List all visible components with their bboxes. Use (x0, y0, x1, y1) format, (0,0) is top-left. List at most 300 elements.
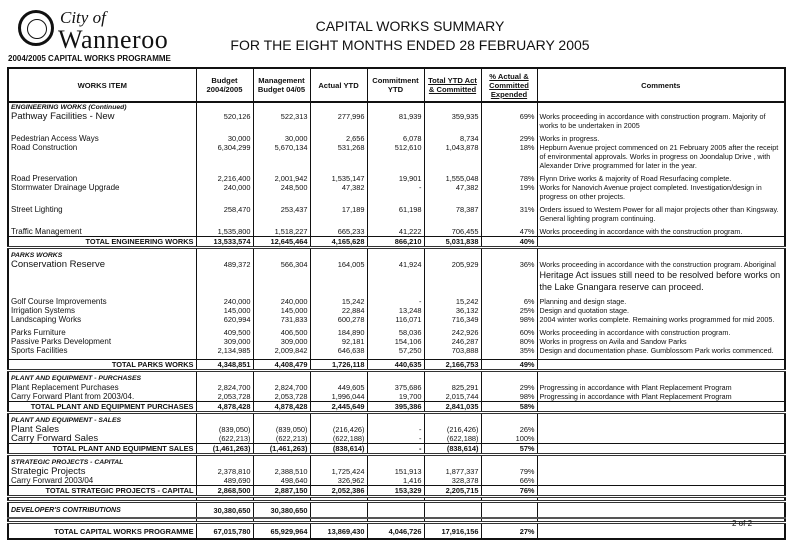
empty-cell (537, 360, 785, 371)
works-item: Stormwater Drainage Upgrade (8, 183, 196, 201)
total-mgmt: 2,887,150 (253, 486, 310, 497)
empty-cell (310, 458, 367, 467)
cell-mgmt: 1,518,227 (253, 227, 310, 237)
grand-total-actual: 13,869,430 (310, 523, 367, 540)
table-row (8, 467, 785, 476)
works-item: Plant Replacement Purchases (8, 383, 196, 392)
empty-cell (481, 458, 537, 467)
cell-commit: 151,913 (367, 467, 424, 476)
section-heading: STRATEGIC PROJECTS - CAPITAL (8, 458, 196, 467)
cell-commit: 41,222 (367, 227, 424, 237)
cell-pct: 60% (481, 328, 537, 337)
cell-total: 716,349 (424, 315, 481, 324)
total-actual: 2,445,649 (310, 402, 367, 413)
total-row (8, 402, 785, 413)
cell-pct: 80% (481, 337, 537, 346)
total-pct: 58% (481, 402, 537, 413)
cell-total: 205,929 (424, 260, 481, 269)
cell-total: (216,426) (424, 425, 481, 434)
table-row (8, 392, 785, 402)
works-item: Sports Facilities (8, 346, 196, 355)
total-actual: (838,614) (310, 444, 367, 455)
cell-mgmt: (622,213) (253, 434, 310, 444)
cell-budget: 30,000 (196, 134, 253, 143)
cell-mgmt: 2,824,700 (253, 383, 310, 392)
section-heading-row (8, 251, 785, 260)
empty-cell (424, 102, 481, 112)
empty-cell (424, 269, 481, 293)
developer-contributions-row (8, 502, 785, 519)
total-label: TOTAL PLANT AND EQUIPMENT PURCHASES (8, 402, 196, 413)
empty-cell (424, 416, 481, 425)
table-row (8, 337, 785, 346)
works-item: Pedestrian Access Ways (8, 134, 196, 143)
comment-cell: Works in progress. (537, 134, 785, 143)
empty-cell (537, 251, 785, 260)
table-row (8, 205, 785, 223)
grand-total-row (8, 523, 785, 540)
empty-cell (310, 374, 367, 383)
grand-total-budget: 67,015,780 (196, 523, 253, 540)
capital-works-table (7, 67, 786, 540)
empty-cell (481, 416, 537, 425)
cell-commit: 154,106 (367, 337, 424, 346)
comment-cell (537, 425, 785, 434)
total-pct: 49% (481, 360, 537, 371)
cell-pct: 36% (481, 260, 537, 269)
cell-actual: 531,268 (310, 143, 367, 170)
cell-mgmt: 5,670,134 (253, 143, 310, 170)
cell-pct: 31% (481, 205, 537, 223)
empty-cell (8, 269, 196, 293)
cell-actual: 164,005 (310, 260, 367, 269)
cell-actual: 184,890 (310, 328, 367, 337)
section-heading: PARKS WORKS (8, 251, 196, 260)
cell-commit: 116,071 (367, 315, 424, 324)
empty-cell (424, 251, 481, 260)
cell-budget: 240,000 (196, 297, 253, 306)
cell-pct: 47% (481, 227, 537, 237)
cell-budget: 145,000 (196, 306, 253, 315)
total-budget: 4,878,428 (196, 402, 253, 413)
comment-cell: Design and documentation phase. Gumblossom Park works commenced. (537, 346, 785, 355)
col-actual-ytd: Actual YTD (310, 68, 367, 102)
cell-mgmt: 498,640 (253, 476, 310, 486)
table-row-continued (8, 269, 785, 293)
total-row (8, 237, 785, 248)
cell-pct: 29% (481, 383, 537, 392)
logo-name-text: Wanneroo (58, 25, 169, 54)
total-actual: 2,052,386 (310, 486, 367, 497)
cell-budget: 620,994 (196, 315, 253, 324)
comment-cell: Progressing in accordance with Plant Replacement Program (537, 383, 785, 392)
cell-commit: - (367, 183, 424, 201)
logo-city-text: City of (60, 8, 106, 27)
city-seal-icon (18, 10, 54, 46)
cell-actual: 277,996 (310, 112, 367, 130)
empty-cell (481, 502, 537, 519)
cell-total: (622,188) (424, 434, 481, 444)
cell-mgmt: (839,050) (253, 425, 310, 434)
comment-cell: Design and quotation stage. (537, 306, 785, 315)
cell-commit: 57,250 (367, 346, 424, 355)
grand-total-total: 17,916,156 (424, 523, 481, 540)
cell-budget: 409,500 (196, 328, 253, 337)
cell-commit: - (367, 425, 424, 434)
works-item: Carry Forward Plant from 2003/04. (8, 392, 196, 402)
total-label: TOTAL PARKS WORKS (8, 360, 196, 371)
table-row (8, 183, 785, 201)
cell-mgmt: 30,000 (253, 134, 310, 143)
cell-pct: 19% (481, 183, 537, 201)
works-item: Plant Sales (8, 425, 196, 434)
cell-pct: 79% (481, 467, 537, 476)
empty-cell (367, 458, 424, 467)
empty-cell (481, 374, 537, 383)
cell-pct: 98% (481, 315, 537, 324)
cell-total: 703,888 (424, 346, 481, 355)
comment-cell: Works proceeding in accordance with construction program. Majority of works to be undertaken in 2005 (537, 112, 785, 130)
cell-pct: 78% (481, 174, 537, 183)
section-heading-row (8, 416, 785, 425)
comment-cell: Works for Nanovich Avenue project completed. Investigation/design in progress on other projects. (537, 183, 785, 201)
empty-cell (537, 458, 785, 467)
empty-cell (537, 102, 785, 112)
empty-cell (196, 458, 253, 467)
cell-mgmt: 2,001,942 (253, 174, 310, 183)
col-total-ytd: Total YTD Act & Committed (424, 68, 481, 102)
works-item: Parks Furniture (8, 328, 196, 337)
empty-cell (481, 269, 537, 293)
col-budget: Budget 2004/2005 (196, 68, 253, 102)
cell-actual: 2,656 (310, 134, 367, 143)
cell-actual: 646,638 (310, 346, 367, 355)
comment-cell: Works proceeding in accordance with construction program. (537, 328, 785, 337)
cell-actual: 449,605 (310, 383, 367, 392)
cell-pct: 26% (481, 425, 537, 434)
cell-commit: 1,416 (367, 476, 424, 486)
empty-cell (537, 502, 785, 519)
empty-cell (367, 502, 424, 519)
works-item: Street Lighting (8, 205, 196, 223)
comment-cell: Progressing in accordance with Plant Replacement Program (537, 392, 785, 402)
total-commit: 440,635 (367, 360, 424, 371)
section-heading-row (8, 102, 785, 112)
cell-commit: 6,078 (367, 134, 424, 143)
cell-budget: (839,050) (196, 425, 253, 434)
cell-commit: 19,901 (367, 174, 424, 183)
empty-cell (537, 416, 785, 425)
empty-cell (481, 251, 537, 260)
cell-actual: (216,426) (310, 425, 367, 434)
cell-total: 246,287 (424, 337, 481, 346)
works-item: Golf Course Improvements (8, 297, 196, 306)
empty-cell (253, 458, 310, 467)
cell-total: 1,555,048 (424, 174, 481, 183)
total-budget: 13,533,574 (196, 237, 253, 248)
total-label: TOTAL PLANT AND EQUIPMENT SALES (8, 444, 196, 455)
cell-actual: 17,189 (310, 205, 367, 223)
cell-total: 706,455 (424, 227, 481, 237)
total-total: 5,031,838 (424, 237, 481, 248)
empty-cell (253, 416, 310, 425)
cell-actual: 326,962 (310, 476, 367, 486)
total-mgmt: (1,461,263) (253, 444, 310, 455)
cell-pct: 35% (481, 346, 537, 355)
section-heading: ENGINEERING WORKS (Continued) (8, 102, 196, 112)
works-item: Road Construction (8, 143, 196, 170)
page-number: 2 of 2 (732, 519, 753, 528)
cell-budget: (622,213) (196, 434, 253, 444)
empty-cell (367, 374, 424, 383)
cell-budget: 258,470 (196, 205, 253, 223)
works-item: Road Preservation (8, 174, 196, 183)
title-line-2: FOR THE EIGHT MONTHS ENDED 28 FEBRUARY 2005 (230, 37, 590, 53)
cell-total: 328,378 (424, 476, 481, 486)
city-logo (18, 8, 169, 54)
works-item: Landscaping Works (8, 315, 196, 324)
total-mgmt: 4,408,479 (253, 360, 310, 371)
works-item: Conservation Reserve (8, 260, 196, 269)
empty-cell (253, 374, 310, 383)
cell-budget: 2,378,810 (196, 467, 253, 476)
col-pct-expended: % Actual & Committed Expended (481, 68, 537, 102)
table-row (8, 297, 785, 306)
comment-cell: Works in progress on Avila and Sandow Parks (537, 337, 785, 346)
section-heading: PLANT AND EQUIPMENT - SALES (8, 416, 196, 425)
cell-commit: 19,700 (367, 392, 424, 402)
cell-mgmt: 406,500 (253, 328, 310, 337)
cell-actual: (622,188) (310, 434, 367, 444)
title-line-1: CAPITAL WORKS SUMMARY (315, 18, 505, 34)
cell-pct: 25% (481, 306, 537, 315)
cell-budget: 2,824,700 (196, 383, 253, 392)
cell-pct: 98% (481, 392, 537, 402)
section-heading: PLANT AND EQUIPMENT - PURCHASES (8, 374, 196, 383)
total-row (8, 444, 785, 455)
cell-actual: 1,996,044 (310, 392, 367, 402)
table-row (8, 383, 785, 392)
empty-cell (196, 102, 253, 112)
empty-cell (253, 102, 310, 112)
cell-mgmt: 522,313 (253, 112, 310, 130)
works-item: Carry Forward Sales (8, 434, 196, 444)
total-actual: 4,165,628 (310, 237, 367, 248)
total-mgmt: 4,878,428 (253, 402, 310, 413)
comment-cell: Hepburn Avenue project commenced on 21 February 2005 after the receipt of environmental approvals. Works in progress on Joondalup Drive , with Alexander Drive programmed for later in the year. (537, 143, 785, 170)
total-commit: 866,210 (367, 237, 424, 248)
cell-commit: 13,248 (367, 306, 424, 315)
works-item: Traffic Management (8, 227, 196, 237)
empty-cell (424, 374, 481, 383)
cell-total: 1,877,337 (424, 467, 481, 476)
total-total: 2,841,035 (424, 402, 481, 413)
table-row (8, 328, 785, 337)
cell-mgmt: 253,437 (253, 205, 310, 223)
table-row (8, 260, 785, 269)
table-row (8, 306, 785, 315)
cell-mgmt: 145,000 (253, 306, 310, 315)
cell-actual: 47,382 (310, 183, 367, 201)
table-row (8, 476, 785, 486)
section-heading-row (8, 374, 785, 383)
total-actual: 1,726,118 (310, 360, 367, 371)
cell-total: 2,015,744 (424, 392, 481, 402)
table-row (8, 227, 785, 237)
empty-cell (424, 502, 481, 519)
comment-cell (537, 476, 785, 486)
empty-cell (367, 416, 424, 425)
table-row (8, 425, 785, 434)
total-commit: 153,329 (367, 486, 424, 497)
cell-actual: 1,535,147 (310, 174, 367, 183)
empty-cell (253, 251, 310, 260)
comment-cell (537, 434, 785, 444)
col-commitment-ytd: Commitment YTD (367, 68, 424, 102)
cell-mgmt: 2,009,842 (253, 346, 310, 355)
cell-mgmt: 2,053,728 (253, 392, 310, 402)
cell-budget: 6,304,299 (196, 143, 253, 170)
table-row (8, 434, 785, 444)
cell-total: 8,734 (424, 134, 481, 143)
cell-total: 1,043,878 (424, 143, 481, 170)
empty-cell (310, 251, 367, 260)
empty-cell (367, 251, 424, 260)
empty-cell (310, 416, 367, 425)
programme-label: 2004/2005 CAPITAL WORKS PROGRAMME (8, 54, 171, 63)
empty-cell (367, 269, 424, 293)
total-pct: 57% (481, 444, 537, 455)
works-item: Irrigation Systems (8, 306, 196, 315)
empty-cell (537, 402, 785, 413)
cell-pct: 29% (481, 134, 537, 143)
empty-cell (367, 102, 424, 112)
cell-actual: 1,725,424 (310, 467, 367, 476)
cell-pct: 18% (481, 143, 537, 170)
cell-total: 359,935 (424, 112, 481, 130)
cell-actual: 92,181 (310, 337, 367, 346)
table-row (8, 143, 785, 170)
cell-total: 825,291 (424, 383, 481, 392)
col-works-item: WORKS ITEM (8, 68, 196, 102)
cell-commit: 512,610 (367, 143, 424, 170)
cell-budget: 2,216,400 (196, 174, 253, 183)
col-comments: Comments (537, 68, 785, 102)
empty-cell (537, 444, 785, 455)
cell-commit: 61,198 (367, 205, 424, 223)
cell-mgmt: 2,388,510 (253, 467, 310, 476)
cell-budget: 2,134,985 (196, 346, 253, 355)
table-row (8, 315, 785, 324)
cell-commit: 41,924 (367, 260, 424, 269)
cell-actual: 665,233 (310, 227, 367, 237)
total-label: TOTAL ENGINEERING WORKS (8, 237, 196, 248)
empty-cell (310, 502, 367, 519)
cell-actual: 15,242 (310, 297, 367, 306)
comment-cell: Works proceeding in accordance with the construction program. (537, 227, 785, 237)
cell-budget: 240,000 (196, 183, 253, 201)
works-item: Pathway Facilities - New (8, 112, 196, 130)
total-total: (838,614) (424, 444, 481, 455)
cell-budget: 489,690 (196, 476, 253, 486)
cell-total: 242,926 (424, 328, 481, 337)
cell-total: 36,132 (424, 306, 481, 315)
grand-total-pct: 27% (481, 523, 537, 540)
table-row (8, 112, 785, 130)
comment-cell: Orders issued to Western Power for all major projects other than Kingsway. General lighting program continuing. (537, 205, 785, 223)
section-heading-row (8, 458, 785, 467)
cell-budget: 520,126 (196, 112, 253, 130)
empty-cell (481, 102, 537, 112)
cell-total: 78,387 (424, 205, 481, 223)
works-item: Carry Forward 2003/04 (8, 476, 196, 486)
cell-mgmt: 248,500 (253, 183, 310, 201)
cell-total: 47,382 (424, 183, 481, 201)
cell-pct: 66% (481, 476, 537, 486)
empty-cell (196, 269, 253, 293)
empty-cell (196, 374, 253, 383)
cell-budget: 2,053,728 (196, 392, 253, 402)
total-commit: 395,386 (367, 402, 424, 413)
empty-cell (537, 374, 785, 383)
col-mgmt-budget: Management Budget 04/05 (253, 68, 310, 102)
cell-budget: 489,372 (196, 260, 253, 269)
total-pct: 40% (481, 237, 537, 248)
empty-cell (310, 102, 367, 112)
total-budget: 2,868,500 (196, 486, 253, 497)
cell-commit: 58,036 (367, 328, 424, 337)
total-label: TOTAL STRATEGIC PROJECTS - CAPITAL (8, 486, 196, 497)
works-item: Passive Parks Development (8, 337, 196, 346)
grand-total-label: TOTAL CAPITAL WORKS PROGRAMME (8, 523, 196, 540)
cell-mgmt: 566,304 (253, 260, 310, 269)
cell-pct: 69% (481, 112, 537, 130)
table-row (8, 346, 785, 355)
empty-cell (196, 416, 253, 425)
total-commit: - (367, 444, 424, 455)
total-row (8, 486, 785, 497)
empty-cell (253, 269, 310, 293)
comment-cell (537, 467, 785, 476)
cell-total: 15,242 (424, 297, 481, 306)
total-total: 2,166,753 (424, 360, 481, 371)
page-title (220, 17, 600, 55)
developer-mgmt: 30,380,650 (253, 502, 310, 519)
total-budget: (1,461,263) (196, 444, 253, 455)
table-header-row (8, 68, 785, 102)
developer-budget: 30,380,650 (196, 502, 253, 519)
works-item: Strategic Projects (8, 467, 196, 476)
grand-total-mgmt: 65,929,964 (253, 523, 310, 540)
total-total: 2,205,715 (424, 486, 481, 497)
table-row (8, 174, 785, 183)
cell-pct: 6% (481, 297, 537, 306)
total-pct: 76% (481, 486, 537, 497)
cell-commit: - (367, 297, 424, 306)
cell-budget: 309,000 (196, 337, 253, 346)
empty-cell (196, 251, 253, 260)
cell-mgmt: 731,833 (253, 315, 310, 324)
comment-cell: Planning and design stage. (537, 297, 785, 306)
comment-cell: Works proceeding in accordance with the construction program. Aboriginal (537, 260, 785, 269)
cell-commit: 81,939 (367, 112, 424, 130)
grand-total-commit: 4,046,726 (367, 523, 424, 540)
comment-cell: Heritage Act issues still need to be resolved before works on the Lake Gnangara reserve can proceed. (537, 269, 785, 293)
total-row (8, 360, 785, 371)
comment-cell: 2004 winter works complete. Remaining works programmed for mid 2005. (537, 315, 785, 324)
cell-actual: 600,278 (310, 315, 367, 324)
empty-cell (537, 237, 785, 248)
